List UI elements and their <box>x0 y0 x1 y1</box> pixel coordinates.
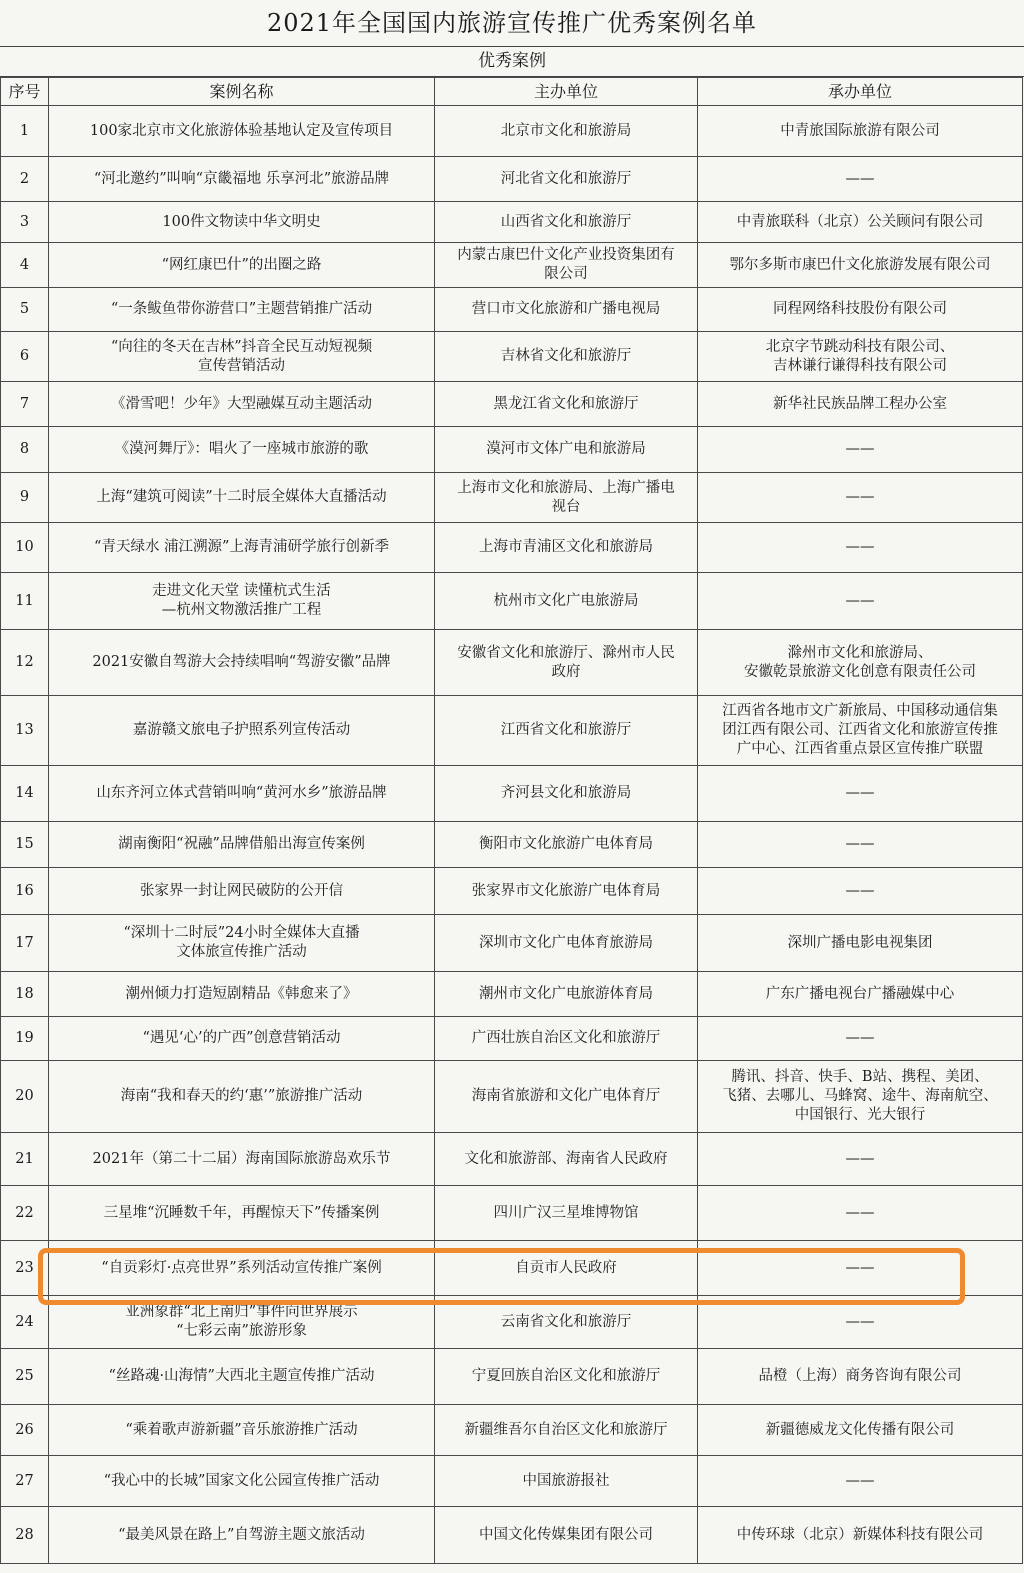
table-row <box>1 573 1023 630</box>
row-number: 2 <box>1 157 49 202</box>
case-name-cell: 《漠河舞厅》：唱火了一座城市旅游的歌 <box>49 427 435 473</box>
table-row <box>1 288 1023 332</box>
table-row <box>1 1186 1023 1241</box>
case-name-cell: 山东齐河立体式营销叫响“黄河水乡”旅游品牌 <box>49 766 435 822</box>
case-name-cell: “深圳十二时辰”24小时全媒体大直播 文体旅宣传推广活动 <box>49 915 435 972</box>
organizer-unit-cell: —— <box>698 1296 1023 1349</box>
host-unit-cell: 新疆维吾尔自治区文化和旅游厅 <box>435 1405 698 1456</box>
host-unit-cell: 中国旅游报社 <box>435 1456 698 1507</box>
row-number: 16 <box>1 868 49 915</box>
organizer-unit-cell: —— <box>698 1133 1023 1186</box>
organizer-unit-cell: 广东广播电视台广播融媒中心 <box>698 972 1023 1017</box>
cases-table <box>0 77 1023 1564</box>
row-number: 21 <box>1 1133 49 1186</box>
row-number: 26 <box>1 1405 49 1456</box>
organizer-unit-cell: —— <box>698 157 1023 202</box>
table-row <box>1 202 1023 243</box>
case-name-cell: “我心中的长城”国家文化公园宣传推广活动 <box>49 1456 435 1507</box>
row-number: 12 <box>1 630 49 696</box>
host-unit-cell: 广西壮族自治区文化和旅游厅 <box>435 1017 698 1061</box>
row-number: 18 <box>1 972 49 1017</box>
organizer-unit-cell: —— <box>698 1186 1023 1241</box>
row-number: 24 <box>1 1296 49 1349</box>
organizer-unit-cell: —— <box>698 1241 1023 1296</box>
organizer-unit-cell: 深圳广播电影电视集团 <box>698 915 1023 972</box>
table-row <box>1 427 1023 473</box>
case-name-cell: 上海“建筑可阅读”十二时辰全媒体大直播活动 <box>49 473 435 523</box>
organizer-unit-cell: 新华社民族品牌工程办公室 <box>698 382 1023 427</box>
case-name-cell: 100件文物读中华文明史 <box>49 202 435 243</box>
host-unit-cell: 中国文化传媒集团有限公司 <box>435 1507 698 1564</box>
organizer-unit-cell: 品橙（上海）商务咨询有限公司 <box>698 1349 1023 1405</box>
table-row <box>1 1456 1023 1507</box>
organizer-unit-cell: 滁州市文化和旅游局、 安徽乾景旅游文化创意有限责任公司 <box>698 630 1023 696</box>
table-row <box>1 915 1023 972</box>
row-number: 23 <box>1 1241 49 1296</box>
case-name-cell: 张家界一封让网民破防的公开信 <box>49 868 435 915</box>
document-title: 2021年全国国内旅游宣传推广优秀案例名单 <box>0 0 1024 47</box>
table-row <box>1 868 1023 915</box>
host-unit-cell: 自贡市人民政府 <box>435 1241 698 1296</box>
host-unit-cell: 宁夏回族自治区文化和旅游厅 <box>435 1349 698 1405</box>
host-unit-cell: 张家界市文化旅游广电体育局 <box>435 868 698 915</box>
host-unit-cell: 云南省文化和旅游厅 <box>435 1296 698 1349</box>
case-name-cell: 亚洲象群“北上南归”事件向世界展示 “七彩云南”旅游形象 <box>49 1296 435 1349</box>
table-row <box>1 972 1023 1017</box>
case-name-cell: “遇见‘心’的广西”创意营销活动 <box>49 1017 435 1061</box>
case-name-cell: “一条鲅鱼带你游营口”主题营销推广活动 <box>49 288 435 332</box>
table-row <box>1 696 1023 766</box>
case-name-cell: “乘着歌声游新疆”音乐旅游推广活动 <box>49 1405 435 1456</box>
host-unit-cell: 安徽省文化和旅游厅、滁州市人民 政府 <box>435 630 698 696</box>
table-row <box>1 106 1023 157</box>
host-unit-cell: 上海市文化和旅游局、上海广播电 视台 <box>435 473 698 523</box>
case-name-cell: “最美风景在路上”自驾游主题文旅活动 <box>49 1507 435 1564</box>
organizer-unit-cell: —— <box>698 473 1023 523</box>
case-name-cell: 嘉游赣文旅电子护照系列宣传活动 <box>49 696 435 766</box>
host-unit-cell: 河北省文化和旅游厅 <box>435 157 698 202</box>
organizer-unit-cell: —— <box>698 822 1023 868</box>
table-row <box>1 822 1023 868</box>
case-name-cell: “青天绿水 浦江溯源”上海青浦研学旅行创新季 <box>49 523 435 573</box>
header-case-name: 案例名称 <box>49 78 435 106</box>
table-row <box>1 630 1023 696</box>
host-unit-cell: 黑龙江省文化和旅游厅 <box>435 382 698 427</box>
case-name-cell: 《滑雪吧！少年》大型融媒互动主题活动 <box>49 382 435 427</box>
case-name-cell: “向往的冬天在吉林”抖音全民互动短视频 宣传营销活动 <box>49 332 435 382</box>
table-row <box>1 157 1023 202</box>
host-unit-cell: 山西省文化和旅游厅 <box>435 202 698 243</box>
host-unit-cell: 漠河市文体广电和旅游局 <box>435 427 698 473</box>
host-unit-cell: 海南省旅游和文化广电体育厅 <box>435 1061 698 1133</box>
row-number: 7 <box>1 382 49 427</box>
host-unit-cell: 内蒙古康巴什文化产业投资集团有 限公司 <box>435 243 698 288</box>
organizer-unit-cell: 新疆德威龙文化传播有限公司 <box>698 1405 1023 1456</box>
header-organizer-unit: 承办单位 <box>698 78 1023 106</box>
organizer-unit-cell: 中青旅国际旅游有限公司 <box>698 106 1023 157</box>
table-row <box>1 382 1023 427</box>
table-row <box>1 332 1023 382</box>
host-unit-cell: 北京市文化和旅游局 <box>435 106 698 157</box>
table-row <box>1 243 1023 288</box>
table-row <box>1 1017 1023 1061</box>
organizer-unit-cell: 腾讯、抖音、快手、B站、携程、美团、 飞猪、去哪儿、马蜂窝、途牛、海南航空、 中国银行、光大银行 <box>698 1061 1023 1133</box>
host-unit-cell: 营口市文化旅游和广播电视局 <box>435 288 698 332</box>
organizer-unit-cell: —— <box>698 523 1023 573</box>
row-number: 6 <box>1 332 49 382</box>
case-name-cell: 100家北京市文化旅游体验基地认定及宣传项目 <box>49 106 435 157</box>
host-unit-cell: 四川广汉三星堆博物馆 <box>435 1186 698 1241</box>
row-number: 10 <box>1 523 49 573</box>
row-number: 5 <box>1 288 49 332</box>
row-number: 8 <box>1 427 49 473</box>
section-title: 优秀案例 <box>0 46 1024 77</box>
row-number: 19 <box>1 1017 49 1061</box>
table-header-row <box>1 78 1023 106</box>
table-row <box>1 1296 1023 1349</box>
host-unit-cell: 深圳市文化广电体育旅游局 <box>435 915 698 972</box>
host-unit-cell: 潮州市文化广电旅游体育局 <box>435 972 698 1017</box>
case-name-cell: 走进文化天堂 读懂杭式生活 —杭州文物激活推广工程 <box>49 573 435 630</box>
host-unit-cell: 吉林省文化和旅游厅 <box>435 332 698 382</box>
row-number: 3 <box>1 202 49 243</box>
organizer-unit-cell: —— <box>698 766 1023 822</box>
case-name-cell: 湖南衡阳“祝融”品牌借船出海宣传案例 <box>49 822 435 868</box>
case-name-cell: 潮州倾力打造短剧精品《韩愈来了》 <box>49 972 435 1017</box>
row-number: 9 <box>1 473 49 523</box>
organizer-unit-cell: 鄂尔多斯市康巴什文化旅游发展有限公司 <box>698 243 1023 288</box>
header-number: 序号 <box>1 78 49 106</box>
row-number: 1 <box>1 106 49 157</box>
row-number: 14 <box>1 766 49 822</box>
case-name-cell: “丝路魂·山海情”大西北主题宣传推广活动 <box>49 1349 435 1405</box>
row-number: 25 <box>1 1349 49 1405</box>
organizer-unit-cell: —— <box>698 868 1023 915</box>
table-row <box>1 1241 1023 1296</box>
host-unit-cell: 衡阳市文化旅游广电体育局 <box>435 822 698 868</box>
table-row <box>1 523 1023 573</box>
organizer-unit-cell: —— <box>698 1456 1023 1507</box>
case-name-cell: 三星堆“沉睡数千年，再醒惊天下”传播案例 <box>49 1186 435 1241</box>
table-row <box>1 766 1023 822</box>
organizer-unit-cell: 中传环球（北京）新媒体科技有限公司 <box>698 1507 1023 1564</box>
row-number: 17 <box>1 915 49 972</box>
row-number: 20 <box>1 1061 49 1133</box>
header-host-unit: 主办单位 <box>435 78 698 106</box>
table-row <box>1 473 1023 523</box>
organizer-unit-cell: 同程网络科技股份有限公司 <box>698 288 1023 332</box>
row-number: 28 <box>1 1507 49 1564</box>
host-unit-cell: 杭州市文化广电旅游局 <box>435 573 698 630</box>
organizer-unit-cell: 中青旅联科（北京）公关顾问有限公司 <box>698 202 1023 243</box>
table-row <box>1 1349 1023 1405</box>
case-name-cell: 2021年（第二十二届）海南国际旅游岛欢乐节 <box>49 1133 435 1186</box>
case-name-cell: 海南“我和春天的约‘惠’”旅游推广活动 <box>49 1061 435 1133</box>
organizer-unit-cell: —— <box>698 427 1023 473</box>
row-number: 22 <box>1 1186 49 1241</box>
organizer-unit-cell: —— <box>698 1017 1023 1061</box>
host-unit-cell: 齐河县文化和旅游局 <box>435 766 698 822</box>
organizer-unit-cell: 江西省各地市文广新旅局、中国移动通信集 团江西有限公司、江西省文化和旅游宣传推 广中心、江西省重点景区宣传推广联盟 <box>698 696 1023 766</box>
case-name-cell: 2021安徽自驾游大会持续唱响“驾游安徽”品牌 <box>49 630 435 696</box>
organizer-unit-cell: —— <box>698 573 1023 630</box>
host-unit-cell: 江西省文化和旅游厅 <box>435 696 698 766</box>
organizer-unit-cell: 北京字节跳动科技有限公司、 吉林谦行谦得科技有限公司 <box>698 332 1023 382</box>
row-number: 4 <box>1 243 49 288</box>
case-name-cell: “自贡彩灯·点亮世界”系列活动宣传推广案例 <box>49 1241 435 1296</box>
row-number: 13 <box>1 696 49 766</box>
row-number: 15 <box>1 822 49 868</box>
host-unit-cell: 文化和旅游部、海南省人民政府 <box>435 1133 698 1186</box>
row-number: 11 <box>1 573 49 630</box>
case-name-cell: “河北邀约”叫响“京畿福地 乐享河北”旅游品牌 <box>49 157 435 202</box>
row-number: 27 <box>1 1456 49 1507</box>
table-row <box>1 1405 1023 1456</box>
table-row <box>1 1507 1023 1564</box>
table-row <box>1 1061 1023 1133</box>
host-unit-cell: 上海市青浦区文化和旅游局 <box>435 523 698 573</box>
table-row <box>1 1133 1023 1186</box>
case-name-cell: “网红康巴什”的出圈之路 <box>49 243 435 288</box>
